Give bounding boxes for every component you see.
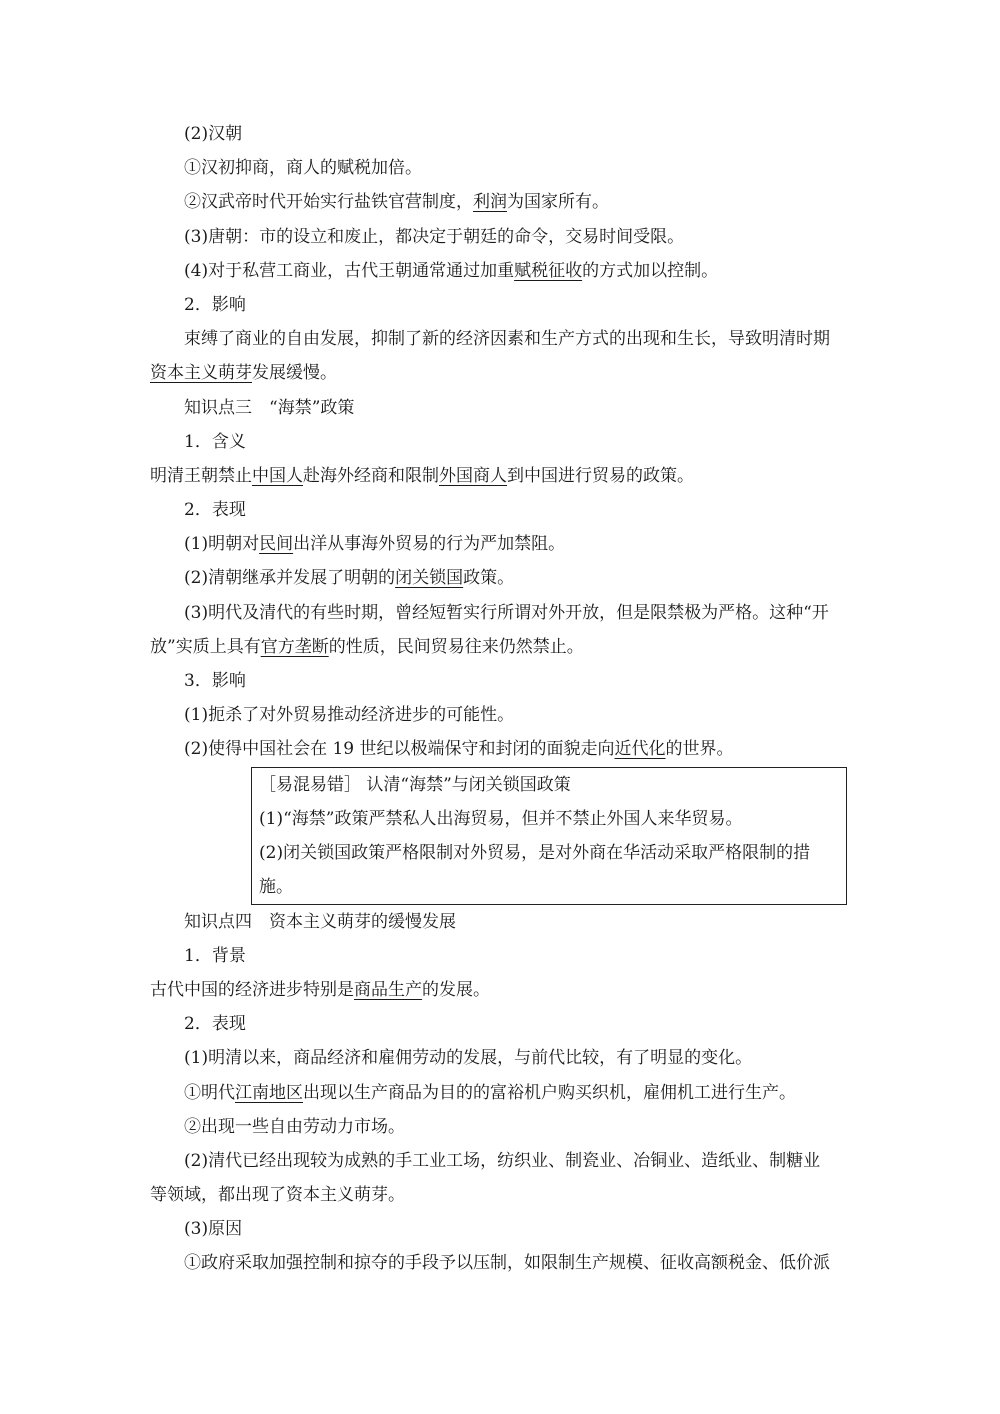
underlined-keyword: 闭关锁国 (395, 568, 464, 589)
text: 束缚了商业的自由发展，抑制了新的经济因素和生产方式的出现和生长，导致明清时期 (184, 329, 830, 350)
text: (2)使得中国社会在 19 世纪以极端保守和封闭的面貌走向 (184, 739, 615, 760)
text: 到中国进行贸易的政策。 (507, 465, 694, 486)
section-heading (150, 939, 850, 973)
text: (1)明清以来，商品经济和雇佣劳动的发展，与前代比较，有了明显的变化。 (184, 1048, 753, 1069)
section-heading (150, 425, 850, 459)
paragraph (150, 1041, 850, 1075)
text: 知识点四 资本主义萌芽的缓慢发展 (184, 911, 456, 932)
text: (4)对于私营工商业，古代王朝通常通过加重 (184, 260, 515, 281)
underlined-keyword: 近代化 (614, 739, 666, 760)
text: ①政府采取加强控制和掠夺的手段予以压制，如限制生产规模、征收高额税金、低价派 (184, 1253, 830, 1274)
text: ②出现一些自由劳动力市场。 (184, 1116, 405, 1137)
paragraph (150, 1144, 850, 1178)
text: 1．背景 (184, 945, 246, 966)
paragraph (150, 185, 850, 219)
underlined-keyword: 官方垄断 (260, 636, 329, 657)
text: (3)明代及清代的有些时期，曾经短暂实行所谓对外开放，但是限禁极为严格。这种“开 (184, 602, 829, 623)
paragraph (150, 561, 850, 595)
tip-box-item (259, 836, 846, 870)
text: ②汉武帝时代开始实行盐铁官营制度， (184, 192, 473, 213)
tip-box-item (259, 802, 846, 836)
text: (2)清代已经出现较为成熟的手工业工场，纺织业、制瓷业、冶铜业、造纸业、制糖业 (184, 1150, 821, 1171)
document-body (150, 117, 850, 1281)
text: 的发展。 (422, 979, 490, 1000)
text: (1)扼杀了对外贸易推动经济进步的可能性。 (184, 705, 515, 726)
text: 出洋从事海外贸易的行为严加禁阻。 (293, 534, 566, 555)
paragraph-continuation (150, 630, 850, 664)
text: ①汉初抑商，商人的赋税加倍。 (184, 158, 422, 179)
text: ［易混易错］ 认清“海禁”与闭关锁国政策 (259, 774, 571, 795)
paragraph (150, 322, 850, 356)
underlined-keyword: 资本主义萌芽 (150, 363, 252, 384)
tip-box-item-continuation (259, 870, 846, 904)
text: 为国家所有。 (507, 192, 609, 213)
text: (1)“海禁”政策严禁私人出海贸易，但并不禁止外国人来华贸易。 (259, 808, 743, 829)
text: 2．表现 (184, 500, 246, 521)
underlined-keyword: 商品生产 (354, 979, 422, 1000)
knowledge-point-heading (150, 391, 850, 425)
section-heading (150, 664, 850, 698)
paragraph (150, 698, 850, 732)
paragraph (150, 973, 850, 1007)
text: 政策。 (463, 568, 515, 589)
text: 的方式加以控制。 (582, 260, 719, 281)
text: 2．表现 (184, 1014, 246, 1035)
paragraph (150, 1076, 850, 1110)
knowledge-point-heading (150, 905, 850, 939)
underlined-keyword: 中国人 (252, 465, 303, 486)
underlined-keyword: 利润 (473, 192, 507, 213)
text: 赴海外经商和限制 (303, 465, 439, 486)
text: 施。 (259, 876, 293, 897)
section-heading (150, 493, 850, 527)
text: (3)唐朝：市的设立和废止，都决定于朝廷的命令，交易时间受限。 (184, 226, 685, 247)
text: 的性质，民间贸易往来仍然禁止。 (328, 636, 584, 657)
text: 等领域，都出现了资本主义萌芽。 (150, 1185, 405, 1206)
paragraph (150, 151, 850, 185)
paragraph (150, 1212, 850, 1246)
tip-box (251, 767, 847, 905)
text: 2．影响 (184, 294, 246, 315)
underlined-keyword: 外国商人 (439, 465, 507, 486)
text: 1．含义 (184, 431, 246, 452)
text: (3)原因 (184, 1219, 243, 1240)
paragraph (150, 459, 850, 493)
text: ①明代 (184, 1082, 235, 1103)
underlined-keyword: 赋税征收 (514, 260, 583, 281)
paragraph (150, 220, 850, 254)
text: (1)明朝对 (184, 534, 260, 555)
paragraph-continuation (150, 1178, 850, 1212)
text: 的世界。 (665, 739, 734, 760)
paragraph (150, 1246, 850, 1280)
paragraph (150, 117, 850, 151)
tip-box-title (259, 768, 846, 802)
text: 放”实质上具有 (150, 636, 261, 657)
paragraph (150, 1110, 850, 1144)
paragraph (150, 732, 850, 766)
text: 知识点三 “海禁”政策 (184, 397, 355, 418)
text: 3．影响 (184, 671, 246, 691)
underlined-keyword: 民间 (259, 534, 294, 555)
paragraph (150, 596, 850, 630)
text: (2)闭关锁国政策严格限制对外贸易，是对外商在华活动采取严格限制的措 (259, 842, 811, 863)
section-heading (150, 1007, 850, 1041)
paragraph-continuation (150, 356, 850, 390)
text: 明清王朝禁止 (150, 465, 252, 486)
text: 出现以生产商品为目的的富裕机户购买织机，雇佣机工进行生产。 (303, 1082, 796, 1103)
text: 古代中国的经济进步特别是 (150, 979, 354, 1000)
text: (2)清朝继承并发展了明朝的 (184, 568, 396, 589)
section-heading (150, 288, 850, 322)
paragraph (150, 527, 850, 561)
underlined-keyword: 江南地区 (235, 1082, 303, 1103)
text: 发展缓慢。 (252, 363, 337, 384)
paragraph (150, 254, 850, 288)
text: (2)汉朝 (184, 124, 243, 144)
